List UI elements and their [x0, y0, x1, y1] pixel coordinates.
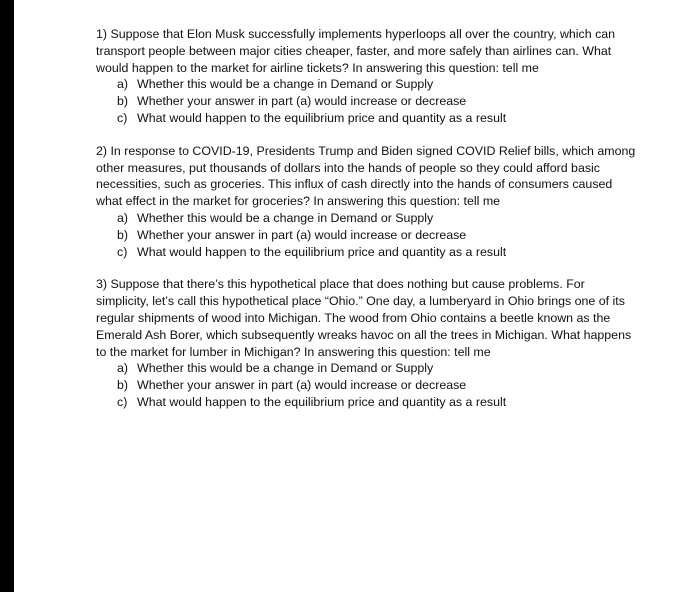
part-text: Whether your answer in part (a) would increase or decrease	[137, 94, 467, 109]
question-2-subparts	[96, 210, 636, 260]
question-1	[96, 26, 636, 127]
part-marker: b)	[117, 94, 129, 109]
left-edge-bar	[0, 0, 14, 592]
document-page	[96, 26, 636, 427]
part-marker: b)	[117, 378, 129, 393]
part-marker: a)	[117, 361, 129, 376]
part-text: What would happen to the equilibrium price and quantity as a result	[137, 110, 507, 125]
question-2-part-a	[117, 210, 636, 227]
part-marker: b)	[117, 227, 129, 242]
part-text: Whether your answer in part (a) would increase or decrease	[137, 378, 467, 393]
question-3-part-a	[117, 360, 636, 377]
question-1-part-b	[117, 93, 636, 110]
part-text: Whether your answer in part (a) would increase or decrease	[137, 227, 467, 242]
part-text: What would happen to the equilibrium price and quantity as a result	[137, 394, 507, 409]
part-marker: c)	[117, 394, 128, 409]
question-3-part-c	[117, 394, 636, 411]
question-2-part-c	[117, 244, 636, 261]
question-1-part-c	[117, 110, 636, 127]
part-marker: a)	[117, 210, 129, 225]
part-text: What would happen to the equilibrium price and quantity as a result	[137, 244, 507, 259]
question-1-part-a	[117, 76, 636, 93]
question-3	[96, 276, 636, 410]
question-1-text: 1) Suppose that Elon Musk successfully implements hyperloops all over the country, which can transport people between major cities cheaper, faster, and more safely than airlines can. What would happen to the market for airline tickets? In answering this question: tell me	[96, 27, 616, 75]
part-marker: c)	[117, 110, 128, 125]
question-3-text: 3) Suppose that there’s this hypothetical place that does nothing but cause problems. For simplicity, let’s call this hypothetical place “Ohio.” One day, a lumberyard in Ohio brings one of its regular shipments of wood into Michigan. The wood from Ohio contains a beetle known as the Emerald Ash Borer, which subsequently wreaks havoc on all the trees in Michigan. What happens to the market for lumber in Michigan? In answering this question: tell me	[96, 277, 632, 359]
question-1-subparts	[96, 76, 636, 126]
question-2	[96, 143, 636, 261]
question-3-subparts	[96, 360, 636, 410]
question-3-part-b	[117, 377, 636, 394]
part-text: Whether this would be a change in Demand or Supply	[137, 77, 434, 92]
question-2-text: 2) In response to COVID-19, Presidents Trump and Biden signed COVID Relief bills, which among other measures, put thousands of dollars into the hands of people so they could afford basic necessities, such as groceries. This influx of cash directly into the hands of consumers caused what effect in the market for groceries? In answering this question: tell me	[96, 143, 636, 209]
part-marker: a)	[117, 77, 129, 92]
part-marker: c)	[117, 244, 128, 259]
part-text: Whether this would be a change in Demand or Supply	[137, 361, 434, 376]
question-2-part-b	[117, 227, 636, 244]
part-text: Whether this would be a change in Demand or Supply	[137, 210, 434, 225]
